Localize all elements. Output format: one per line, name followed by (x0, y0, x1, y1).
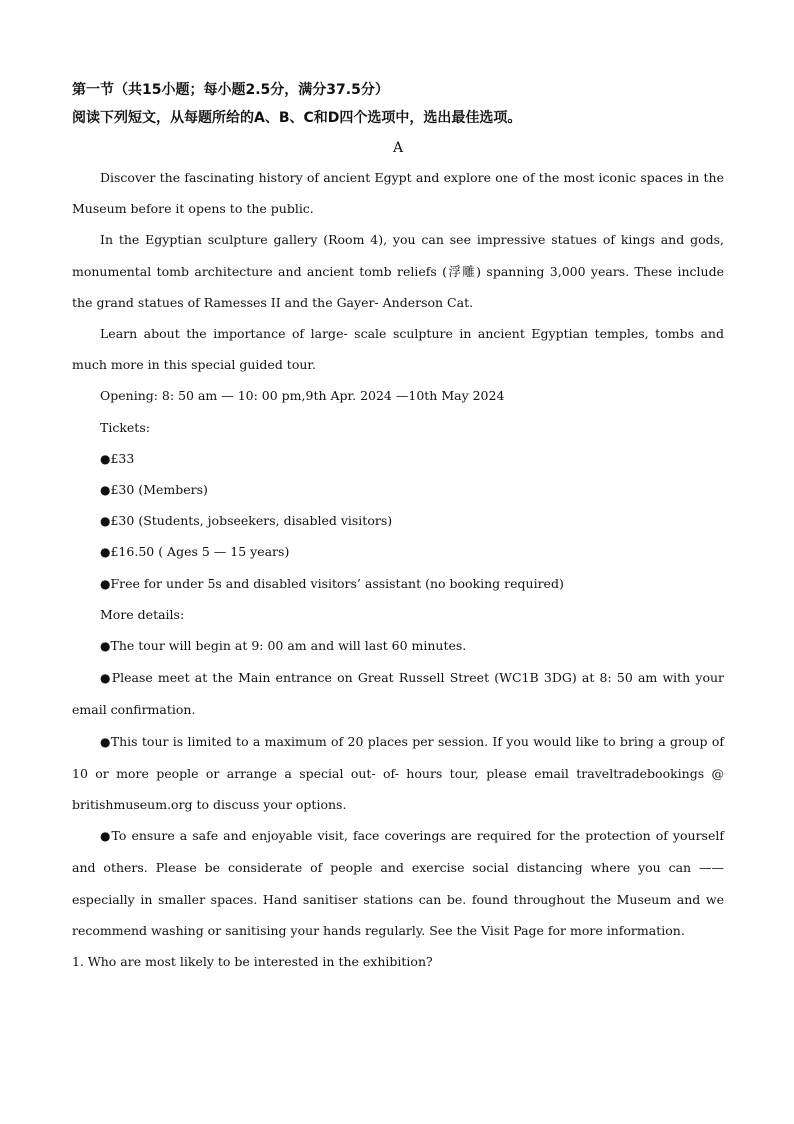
detail-item (72, 662, 724, 725)
ticket-item (72, 474, 724, 505)
question-1: 1. Who are most likely to be interested in the exhibition? (72, 953, 433, 969)
passage-paragraph-2: In the Egyptian sculpture gallery (Room 4), you can see impressive statues of kings and gods, monumental tomb architecture and ancient tomb reliefs (浮雕) spanning 3,000 years. These include the grand statues of Ramesses II and the Gayer- Anderson Cat. (72, 232, 724, 310)
section-header: 第一节（共15小题；每小题2.5分，满分37.5分） (72, 82, 389, 98)
ticket-text: £30 (Students, jobseekers, disabled visitors) (110, 513, 393, 529)
ticket-text: £16.50 ( Ages 5 — 15 years) (110, 544, 290, 560)
detail-item (72, 630, 724, 662)
detail-text: The tour will begin at 9: 00 am and will last 60 minutes. (110, 637, 467, 653)
passage-paragraph-3: Learn about the importance of large- scale sculpture in ancient Egyptian temples, tombs and much more in this special guided tour. (72, 326, 724, 373)
bullet-icon: ● (100, 734, 111, 749)
bullet-icon: ● (100, 671, 112, 686)
opening-hours: Opening: 8: 50 am — 10: 00 pm,9th Apr. 2024 —10th May 2024 (100, 388, 505, 404)
ticket-item (72, 568, 724, 599)
ticket-item (72, 505, 724, 536)
instruction-text: 阅读下列短文，从每题所给的A、B、C和D四个选项中，选出最佳选项。 (72, 110, 522, 126)
passage-paragraph-1: Discover the fascinating history of ancient Egypt and explore one of the most iconic spaces in the Museum before it opens to the public. (72, 170, 724, 217)
exam-page (72, 76, 724, 977)
detail-text: To ensure a safe and enjoyable visit, face coverings are required for the protection of yourself and others. Please be considerate of people and exercise social distancing where you can —— especially in smaller spaces. Hand sanitiser stations can be. found throughout the Museum and we recommend washing or sanitising your hands regularly. See the Visit Page for more information. (72, 828, 724, 938)
bullet-icon: ● (100, 545, 111, 560)
bullet-icon: ● (100, 482, 111, 497)
detail-item (72, 820, 724, 946)
detail-item (72, 726, 724, 821)
tickets-label: Tickets: (100, 419, 150, 435)
bullet-icon: ● (100, 514, 111, 529)
bullet-icon: ● (100, 576, 111, 591)
passage-label: A (392, 140, 404, 156)
detail-text: This tour is limited to a maximum of 20 places per session. If you would like to bring a group of 10 or more people or arrange a special out- of- hours tour, please email traveltradebookings @ britishmuseum.org to discuss your options. (72, 733, 724, 812)
ticket-text: Free for under 5s and disabled visitors’ assistant (no booking required) (110, 575, 564, 591)
ticket-text: £30 (Members) (110, 481, 208, 497)
detail-text: Please meet at the Main entrance on Great Russell Street (WC1B 3DG) at 8: 50 am with your email confirmation. (72, 670, 724, 718)
bullet-icon: ● (100, 451, 111, 466)
details-label: More details: (100, 606, 185, 622)
ticket-item (72, 536, 724, 567)
bullet-icon: ● (100, 829, 112, 844)
bullet-icon: ● (100, 638, 111, 653)
ticket-text: £33 (110, 450, 135, 466)
ticket-item (72, 443, 724, 474)
